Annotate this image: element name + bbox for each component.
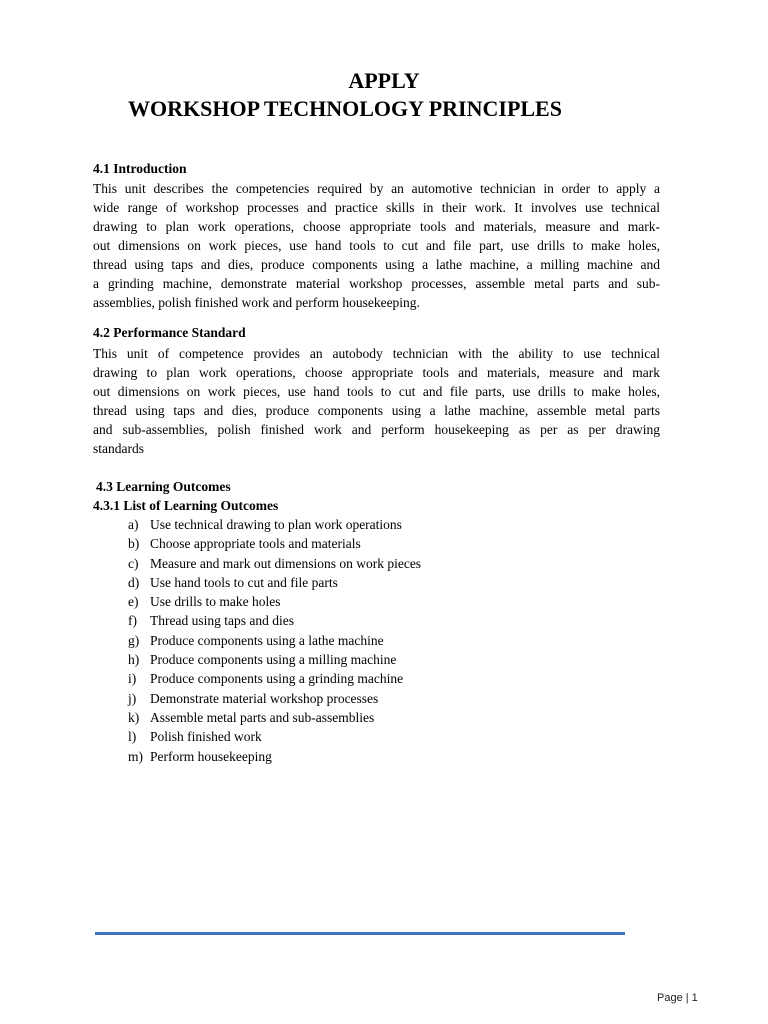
list-item bbox=[128, 611, 421, 630]
list-item-text: Demonstrate material workshop processes bbox=[150, 690, 379, 706]
performance-line: and sub-assemblies, polish finished work and perform housekeeping as per as per drawing bbox=[93, 422, 660, 437]
outcomes-heading: 4.3 Learning Outcomes bbox=[96, 479, 231, 494]
list-item bbox=[128, 592, 421, 611]
intro-line: drawing to plan work operations, choose appropriate tools and materials, measure and mark- bbox=[93, 219, 660, 234]
list-item-marker: l) bbox=[128, 729, 137, 745]
list-item-marker: j) bbox=[128, 690, 137, 706]
page-number: Page | 1 bbox=[657, 992, 698, 1004]
list-item-text: Use technical drawing to plan work operations bbox=[150, 517, 402, 532]
intro-line: thread using taps and dies, produce components using a lathe machine, a milling machine and bbox=[93, 257, 660, 272]
list-item-marker: f) bbox=[128, 613, 137, 629]
intro-line: wide range of workshop processes and practice skills in their work. It involves use technical bbox=[93, 200, 660, 215]
intro-line: a grinding machine, demonstrate material workshop processes, assemble metal parts and sub- bbox=[93, 276, 660, 291]
list-item-marker: e) bbox=[128, 594, 139, 610]
list-item-marker: g) bbox=[128, 632, 140, 648]
list-item-marker: h) bbox=[128, 652, 140, 668]
list-item-text: Produce components using a milling machine bbox=[150, 652, 397, 668]
learning-outcomes-list bbox=[128, 515, 421, 766]
list-item bbox=[128, 650, 421, 669]
list-item bbox=[128, 747, 421, 766]
performance-line: out dimensions on work pieces, use hand tools to cut and file parts, use drills to make holes, bbox=[93, 384, 660, 399]
list-item-text: Thread using taps and dies bbox=[150, 613, 294, 629]
list-item-marker: b) bbox=[128, 536, 140, 552]
list-item-text: Use hand tools to cut and file parts bbox=[150, 574, 338, 590]
performance-line: drawing to plan work operations, choose appropriate tools and materials, measure and mark bbox=[93, 365, 660, 380]
list-item-text: Produce components using a grinding machine bbox=[150, 671, 404, 687]
list-item-marker: a) bbox=[128, 517, 139, 532]
list-item-text: Use drills to make holes bbox=[150, 594, 281, 610]
intro-paragraph bbox=[93, 179, 660, 312]
intro-line: assemblies, polish finished work and perform housekeeping. bbox=[93, 295, 420, 310]
performance-heading: 4.2 Performance Standard bbox=[93, 325, 246, 340]
list-item-text: Perform housekeeping bbox=[150, 748, 272, 764]
title-line-1: APPLY bbox=[348, 68, 420, 93]
performance-paragraph bbox=[93, 344, 660, 458]
outcomes-subheading: 4.3.1 List of Learning Outcomes bbox=[93, 498, 279, 513]
list-item-text: Choose appropriate tools and materials bbox=[150, 536, 361, 552]
intro-heading: 4.1 Introduction bbox=[93, 161, 187, 176]
list-item-text: Polish finished work bbox=[150, 729, 262, 745]
list-item bbox=[128, 515, 421, 534]
list-item-marker: d) bbox=[128, 574, 140, 590]
performance-line: standards bbox=[93, 441, 144, 456]
performance-line: This unit of competence provides an autobody technician with the ability to use technical bbox=[93, 346, 660, 361]
intro-line: This unit describes the competencies required by an automotive technician in order to apply a bbox=[93, 181, 660, 196]
list-item bbox=[128, 708, 421, 727]
list-item-text: Assemble metal parts and sub-assemblies bbox=[150, 709, 375, 725]
list-item bbox=[128, 669, 421, 688]
list-item-marker: c) bbox=[128, 555, 139, 571]
list-item bbox=[128, 727, 421, 746]
list-item bbox=[128, 631, 421, 650]
list-item-text: Measure and mark out dimensions on work pieces bbox=[150, 555, 422, 571]
list-item-text: Produce components using a lathe machine bbox=[150, 632, 384, 648]
footer-divider bbox=[95, 932, 625, 935]
list-item-marker: i) bbox=[128, 671, 137, 687]
list-item bbox=[128, 554, 421, 573]
title-line-2: WORKSHOP TECHNOLOGY PRINCIPLES bbox=[128, 96, 562, 121]
list-item bbox=[128, 534, 421, 553]
list-item-marker: k) bbox=[128, 709, 140, 725]
list-item-marker: m) bbox=[128, 748, 143, 764]
intro-line: out dimensions on work pieces, use hand tools to cut and file part, use drills to make holes, bbox=[93, 238, 660, 253]
performance-line: thread using taps and dies, produce components using a lathe machine, assemble metal parts bbox=[93, 403, 660, 418]
list-item bbox=[128, 573, 421, 592]
list-item bbox=[128, 689, 421, 708]
